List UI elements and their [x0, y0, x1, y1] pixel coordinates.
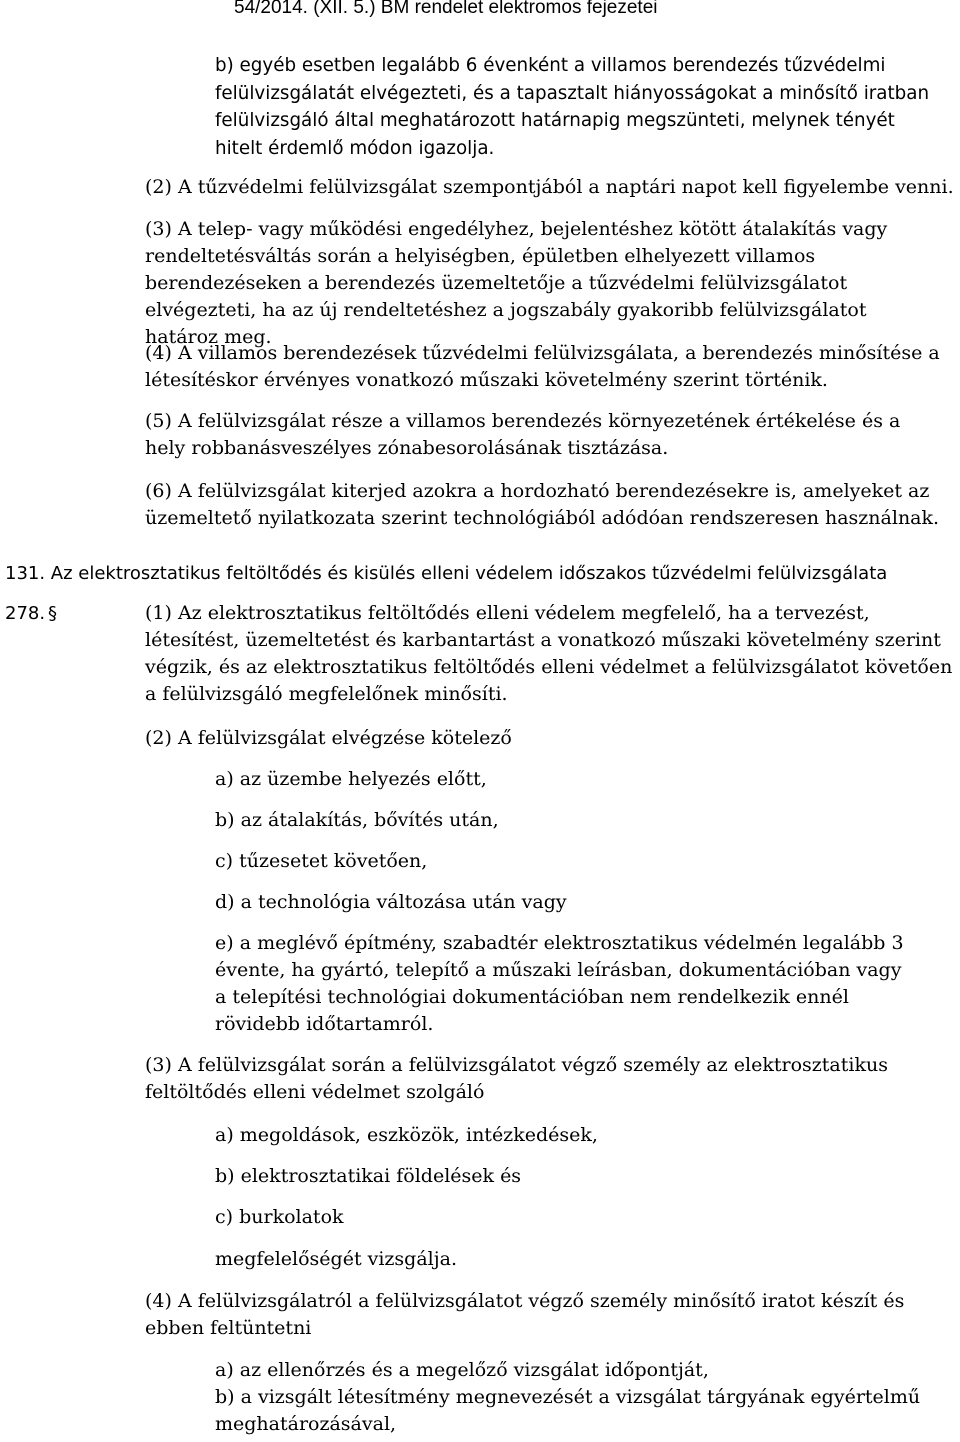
section-title: 131. Az elektrosztatikus feltöltődés és kisülés elleni védelem időszakos tűzvédelmi felülvizsgálata — [5, 563, 888, 584]
page-header: 54/2014. (XII. 5.) BM rendelet elektromos fejezetei — [234, 0, 658, 18]
list-item: a) az ellenőrzés és a megelőző vizsgálat időpontját, — [215, 1359, 709, 1381]
paragraph-4: (4) A villamos berendezések tűzvédelmi felülvizsgálata, a berendezés minősítése a létesítéskor érvényes vonatkozó műszaki követelmény szerint történik. — [145, 342, 940, 391]
list-item: e) a meglévő építmény, szabadtér elektrosztatikus védelmén legalább 3 évente, ha gyártó, telepítő a műszaki leírásban, dokumentációban vagy a telepítési technológiai dokumentációban nem rendelkezik ennél rövidebb időtartamról. — [215, 932, 904, 1035]
list-item: c) burkolatok — [215, 1206, 344, 1228]
paragraph-2: (2) A tűzvédelmi felülvizsgálat szempontjából a naptári napot kell figyelembe venni. — [145, 176, 954, 198]
list-item: megfelelőségét vizsgálja. — [215, 1248, 458, 1270]
list-item: b) elektrosztatikai földelések és — [215, 1165, 522, 1187]
list-item: c) tűzesetet követően, — [215, 850, 428, 872]
list-item: b) a vizsgált létesítmény megnevezését a vizsgálat tárgyának egyértelmű meghatározásával, — [215, 1386, 921, 1435]
paragraph-b: b) egyéb esetben legalább 6 évenként a villamos berendezés tűzvédelmi felülvizsgálatát elvégezteti, és a tapasztalt hiányosságokat a minősítő iratban felülvizsgáló által meghatározott határnapig megszünteti, melynek tényét hitelt érdemlő módon igazolja. — [215, 55, 930, 159]
article-paragraph-2: (2) A felülvizsgálat elvégzése kötelező — [145, 727, 512, 749]
article-paragraph-4: (4) A felülvizsgálatról a felülvizsgálatot végző személy minősítő iratot készít és ebben feltüntetni — [145, 1290, 905, 1339]
article-paragraph-1: (1) Az elektrosztatikus feltöltődés elleni védelem megfelelő, ha a tervezést, létesítést, üzemeltetést és karbantartást a vonatkozó műszaki követelmény szerint végzik, és az elektrosztatikus feltöltődés elleni védelmet a felülvizsgálatot követően a felülvizsgáló megfelelőnek minősíti. — [145, 602, 953, 705]
article-number: 278. — [5, 603, 46, 624]
paragraph-6: (6) A felülvizsgálat kiterjed azokra a hordozható berendezésekre is, amelyeket az üzemeltető nyilatkozata szerint technológiából adódóan rendszeresen használnak. — [145, 480, 940, 529]
list-item: d) a technológia változása után vagy — [215, 891, 567, 913]
paragraph-3: (3) A telep- vagy működési engedélyhez, bejelentéshez kötött átalakítás vagy rendeltetésváltás során a helyiségben, épületben elhelyezett villamos berendezéseken a berendezés üzemeltetője a tűzvédelmi felülvizsgálatot elvégezteti, ha az új rendeltetéshez a jogszabály gyakoribb felülvizsgálatot határoz meg. — [145, 218, 888, 348]
list-item: a) az üzembe helyezés előtt, — [215, 768, 487, 790]
list-item: b) az átalakítás, bővítés után, — [215, 809, 499, 831]
section-symbol: § — [48, 603, 57, 624]
article-paragraph-3: (3) A felülvizsgálat során a felülvizsgálatot végző személy az elektrosztatikus feltöltődés elleni védelmet szolgáló — [145, 1054, 888, 1103]
list-item: a) megoldások, eszközök, intézkedések, — [215, 1124, 598, 1146]
list-block — [215, 1357, 935, 1438]
paragraph-5: (5) A felülvizsgálat része a villamos berendezés környezetének értékelése és a hely robbanásveszélyes zónabesorolásának tisztázása. — [145, 410, 901, 459]
